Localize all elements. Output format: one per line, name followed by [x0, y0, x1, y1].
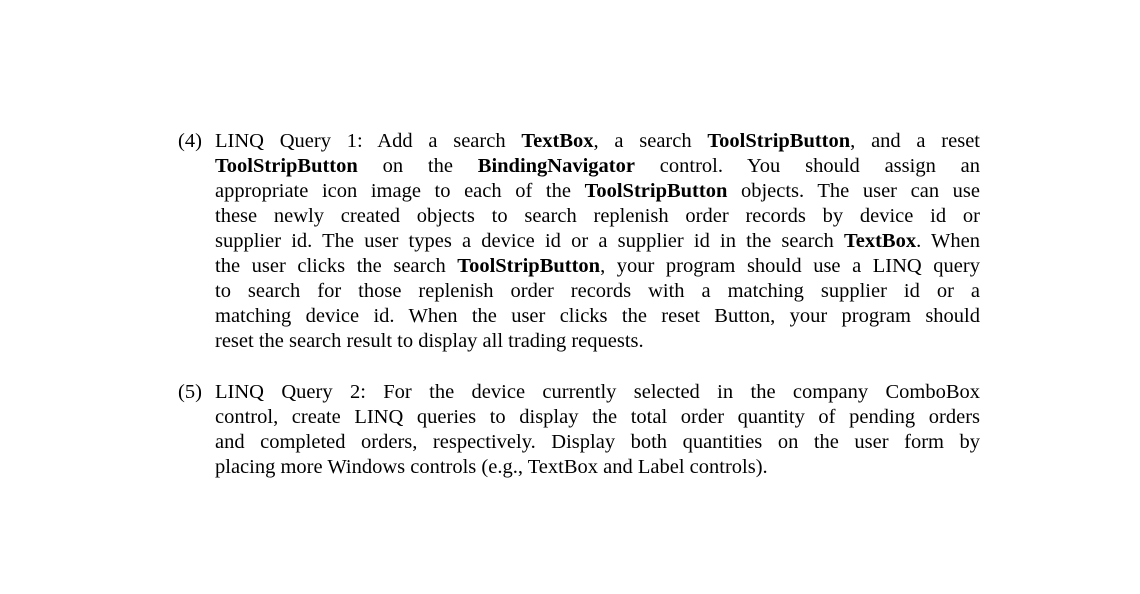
text-line: reset the search result to display all trading requests. [215, 330, 644, 352]
text-line: LINQ Query 1: Add a search TextBox, a search ToolStripButton, and a reset [215, 130, 980, 152]
text-line: these newly created objects to search replenish order records by device id or [215, 205, 980, 227]
item-number: (4) [178, 130, 202, 152]
text-line: the user clicks the search ToolStripButton, your program should use a LINQ query [215, 255, 980, 277]
text-line: and completed orders, respectively. Display both quantities on the user form by [215, 431, 980, 453]
text-line: to search for those replenish order records with a matching supplier id or a [215, 280, 980, 302]
item-number: (5) [178, 381, 202, 403]
list-item-5 [178, 380, 980, 480]
text-line: control, create LINQ queries to display the total order quantity of pending orders [215, 406, 980, 428]
text-line: LINQ Query 2: For the device currently selected in the company ComboBox [215, 381, 980, 403]
text-line: matching device id. When the user clicks the reset Button, your program should [215, 305, 980, 327]
list-item-4 [178, 129, 980, 354]
text-line: supplier id. The user types a device id or a supplier id in the search TextBox. When [215, 230, 981, 252]
text-line: ToolStripButton on the BindingNavigator control. You should assign an [215, 155, 980, 177]
text-line: appropriate icon image to each of the ToolStripButton objects. The user can use [215, 180, 980, 202]
text-line: placing more Windows controls (e.g., TextBox and Label controls). [215, 456, 768, 478]
